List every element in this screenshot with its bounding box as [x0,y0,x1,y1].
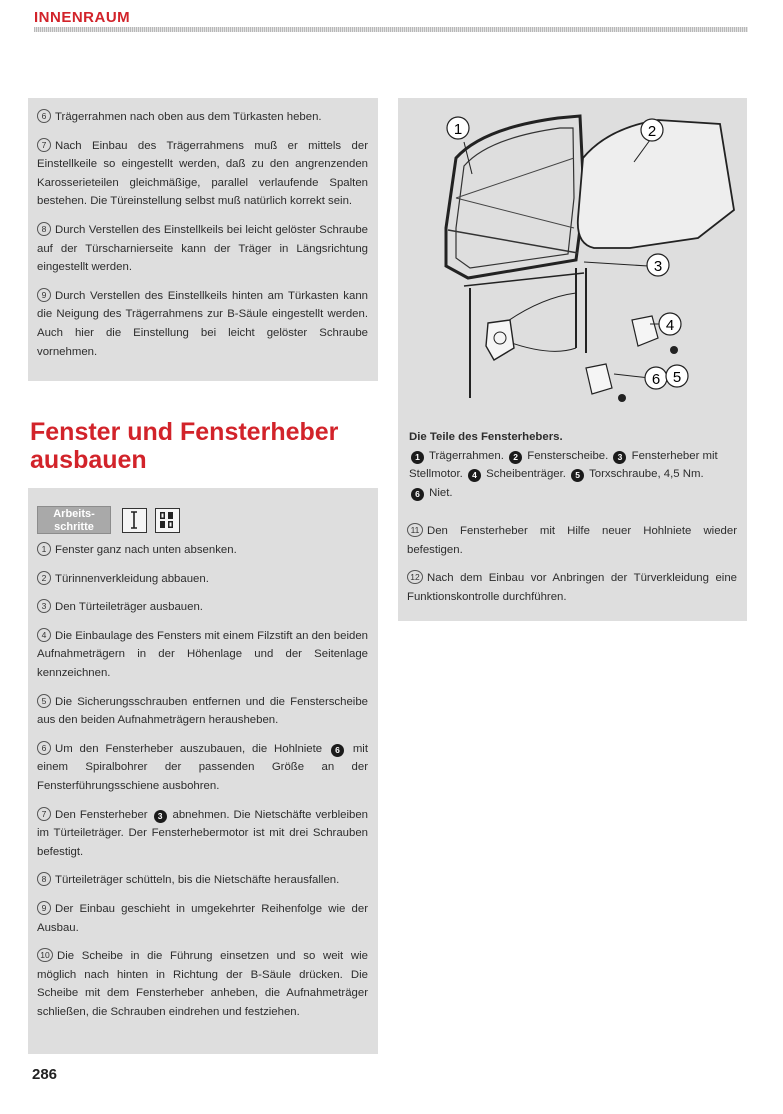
callout-5 [666,365,688,387]
step-12 [407,569,737,606]
step-5 [37,693,368,730]
step-4 [37,627,368,683]
step-number: 9 [37,288,51,302]
step-number: 6 [37,109,51,123]
step-number: 4 [37,628,51,642]
steps-box-top [28,98,378,381]
step-6-remove [37,740,368,796]
legend-text: Scheibenträger. [486,468,566,481]
window-regulator-illustration [398,98,747,418]
page-number: 286 [32,1066,58,1083]
header-title: INNENRAUM [34,9,131,26]
step-11 [407,522,737,559]
step-text: Den Fensterheber [55,808,148,821]
legend-ref: 4 [468,469,481,482]
step-number: 1 [37,542,51,556]
step-text: Türinnenverkleidung abbauen. [55,572,209,585]
step-number: 12 [407,570,423,584]
step-text: mit einem Spiralbohrer der passenden Größe an der Fensterführungsschiene ausbohren. [37,742,368,792]
step-6 [37,108,368,127]
callout-6 [645,367,667,389]
step-text: Fenster ganz nach unten absenken. [55,544,237,556]
legend-ref: 5 [571,469,584,482]
step-text: Türteileträger schütteln, bis die Nietschäfte herausfallen. [55,874,340,887]
step-number: 6 [37,741,51,755]
wrench-set-icon [155,508,180,533]
step-10 [37,947,368,1021]
section-title: Fenster und Fensterheber ausbauen [30,418,339,474]
work-steps-list [37,541,368,1031]
legend-text: Fensterscheibe. [527,449,609,462]
part-ref: 3 [154,810,167,823]
badge-line-1: Arbeits- [53,508,95,520]
steps-list [37,108,368,371]
callout-2 [641,119,663,141]
callout-label: 3 [653,258,663,275]
step-number: 11 [407,523,423,537]
work-steps-box [28,488,378,1054]
step-text: Trägerrahmen nach oben aus dem Türkasten heben. [55,111,322,123]
step-text: abnehmen. Die Nietschäfte verbleiben im Türteileträger. Der Fensterhebermotor ist mit drei Schrauben befestigt. [37,808,368,858]
callout-label: 6 [651,371,661,388]
step-2 [37,570,368,589]
legend-text: Trägerrahmen. [428,449,504,462]
step-8-shake [37,871,368,890]
step-9-install [37,900,368,937]
step-number: 8 [37,872,51,886]
step-number: 2 [37,571,51,585]
step-number: 3 [37,599,51,613]
legend-text: Torxschraube, 4,5 Nm. [589,468,704,481]
figure-steps-list [407,522,737,616]
step-7 [37,137,368,211]
badge-line-2: schritte [54,521,94,533]
part-ref: 6 [331,744,344,757]
step-text: Den Türteileträger ausbauen. [55,601,203,614]
step-number: 9 [37,901,51,915]
step-text: Nach dem Einbau vor Anbringen der Türverkleidung eine Funktionskontrolle durchführen. [407,572,737,603]
callout-1 [447,117,469,139]
legend-ref: 1 [411,451,424,464]
callout-label: 5 [672,369,682,386]
step-number: 7 [37,138,51,152]
step-number: 5 [37,694,51,708]
step-3 [37,598,368,617]
step-text: Die Sicherungsschrauben entfernen und die Fensterscheibe aus den beiden Aufnahmeträgern herausheben. [37,695,368,727]
legend-ref: 2 [509,451,522,464]
step-text: Nach Einbau des Trägerrahmens muß er mittels der Einstellkeile so eingestellt werden, daß zu den angrenzenden Karosserieteilen gleichmäßige, parallel verlaufende Spalten bestehen. Die Türeinstellung selbst muß natürlich korrekt sein. [37,139,368,208]
screwdriver-icon [122,508,147,533]
step-text: Durch Verstellen des Einstellkeils bei leicht gelöster Schraube auf der Türscharnierseite kann der Träger in Längsrichtung eingestellt werden. [37,223,368,274]
step-text: Die Einbaulage des Fensters mit einem Filzstift an den beiden Aufnahmeträgern in der Höhenlage und der Seitenlage kennzeichnen. [37,629,368,679]
step-text: Durch Verstellen des Einstellkeils hinten am Türkasten kann die Neigung des Trägerrahmens zur B-Säule eingestellt werden. Auch hier die Einstellung bei leicht gelöster Schraube vornehmen. [37,289,368,358]
header-rule [34,27,748,32]
callout-4 [659,313,681,335]
legend-text: Fensterheber mit Stellmotor. [409,449,718,481]
work-steps-badge [37,506,111,534]
step-text: Um den Fensterheber auszubauen, die Hohlniete [55,742,323,755]
caption-title: Die Teile des Fensterhebers. [409,431,563,443]
callout-3 [647,254,669,276]
step-number: 7 [37,807,51,821]
callout-label: 2 [647,123,657,140]
figure-caption [409,428,737,502]
legend-text: Niet. [429,486,453,499]
step-text: Der Einbau geschieht in umgekehrter Reihenfolge wie der Ausbau. [37,902,368,934]
step-7-remove [37,806,368,862]
step-number: 10 [37,948,53,962]
callout-label: 4 [665,317,675,334]
legend-ref: 3 [613,451,626,464]
step-8 [37,221,368,277]
step-text: Den Fensterheber mit Hilfe neuer Hohlniete wieder befestigen. [407,525,737,556]
step-number: 8 [37,222,51,236]
step-9 [37,287,368,361]
callout-label: 1 [453,121,463,138]
step-text: Die Scheibe in die Führung einsetzen und so weit wie möglich nach hinten in Richtung der B-Säule drücken. Die Scheibe mit dem Fensterheber anheben, die Aufnahmeträger schließen, die Schrauben eindrehen und festziehen. [37,950,368,1018]
legend-ref: 6 [411,488,424,501]
figure-box [398,98,747,621]
step-1 [37,541,368,560]
